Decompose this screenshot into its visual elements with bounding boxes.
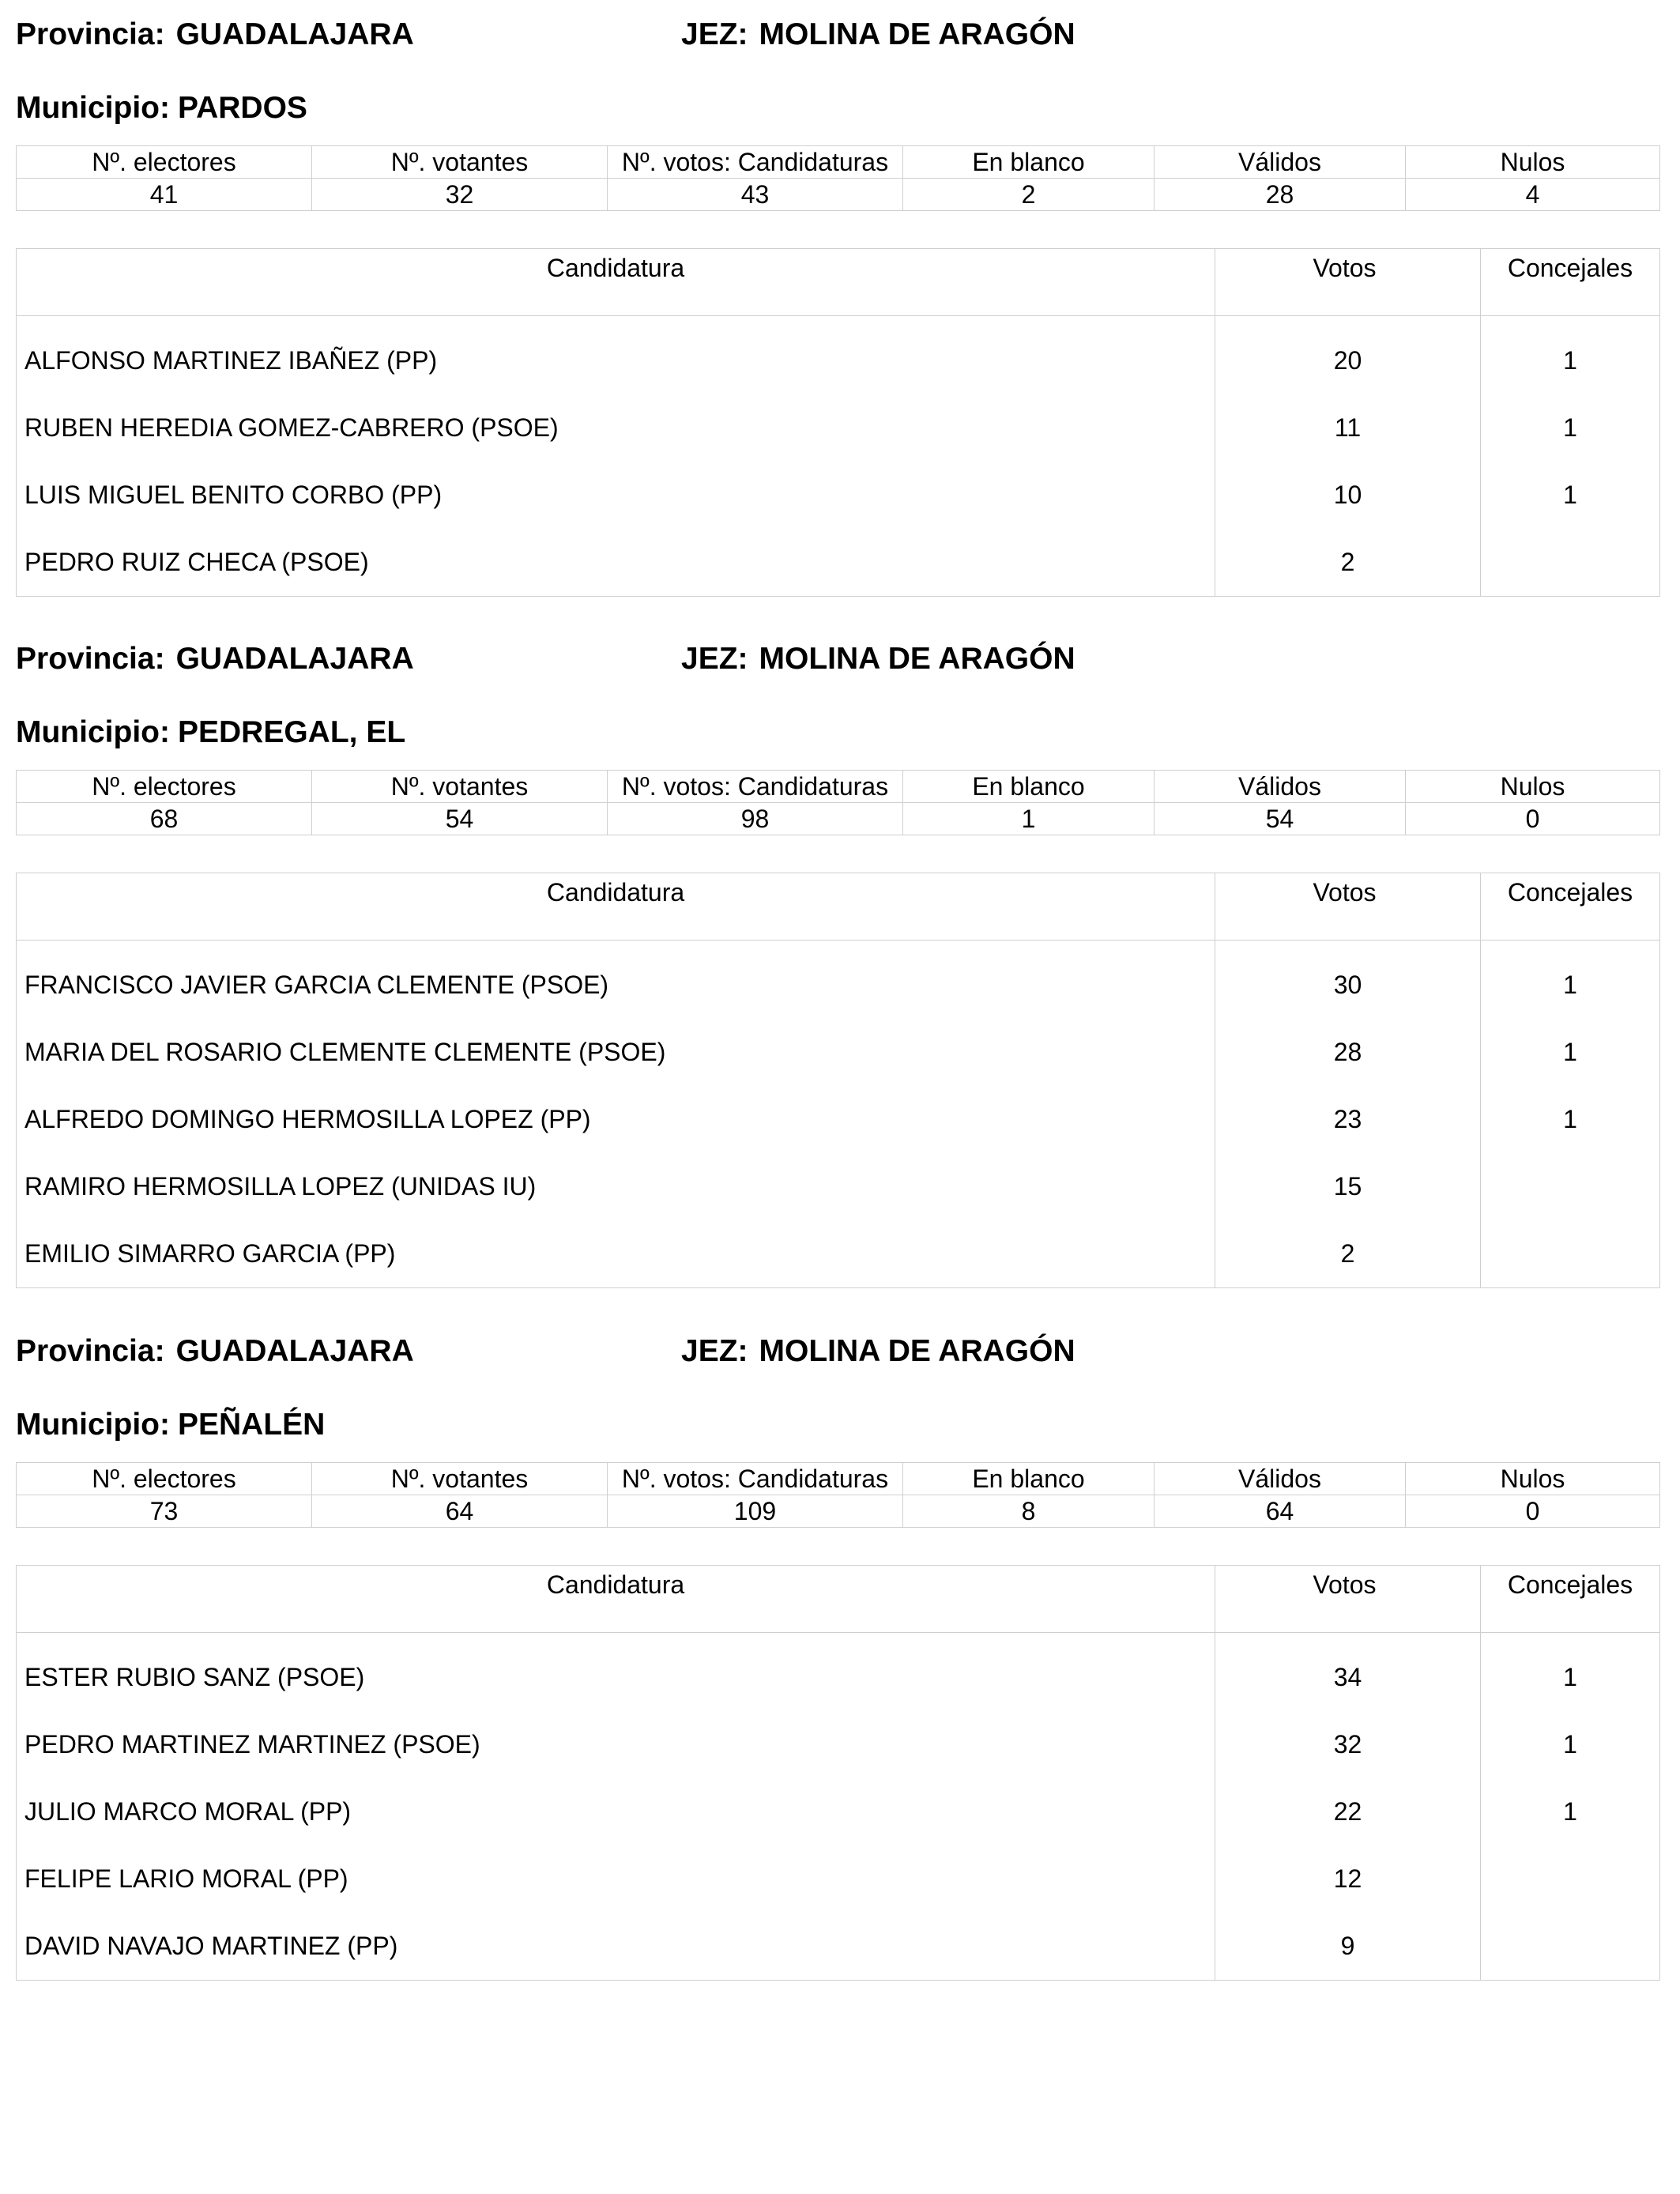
candidate-concejales: [1481, 1153, 1660, 1220]
candidate-row: [17, 394, 1660, 462]
stats-header-votos-candidaturas: Nº. votos: Candidaturas: [608, 146, 903, 179]
provincia-value: GUADALAJARA: [175, 1334, 414, 1368]
candidate-votos: 22: [1215, 1778, 1481, 1845]
stats-header-votos-candidaturas: Nº. votos: Candidaturas: [608, 771, 903, 803]
candidate-row: [17, 327, 1660, 394]
candidate-name: PEDRO RUIZ CHECA (PSOE): [17, 529, 1215, 597]
spacer-cell: [1215, 1633, 1481, 1645]
candidate-concejales: 1: [1481, 1644, 1660, 1711]
provincia-label: Provincia:: [16, 642, 165, 676]
municipio-label: Municipio:: [16, 715, 170, 749]
stats-value-validos: 54: [1155, 803, 1406, 835]
stats-header-votantes: Nº. votantes: [312, 1463, 608, 1495]
header-concejales: Concejales: [1481, 249, 1660, 316]
spacer-cell: [17, 316, 1215, 328]
candidate-row: [17, 1845, 1660, 1913]
stats-value-votos-candidaturas: 43: [608, 179, 903, 211]
stats-value-row: [17, 1495, 1660, 1528]
stats-value-validos: 64: [1155, 1495, 1406, 1528]
stats-value-en-blanco: 1: [903, 803, 1155, 835]
candidate-name: LUIS MIGUEL BENITO CORBO (PP): [17, 462, 1215, 529]
candidate-concejales: 1: [1481, 1711, 1660, 1778]
candidate-name: MARIA DEL ROSARIO CLEMENTE CLEMENTE (PSOE): [17, 1019, 1215, 1086]
candidate-votos: 9: [1215, 1913, 1481, 1981]
stats-table: [16, 770, 1660, 835]
candidate-concejales: 1: [1481, 952, 1660, 1019]
stats-header-row: [17, 771, 1660, 803]
jez-line: [681, 1328, 1075, 1375]
provincia-value: GUADALAJARA: [175, 642, 414, 676]
stats-header-en-blanco: En blanco: [903, 146, 1155, 179]
candidate-votos: 20: [1215, 327, 1481, 394]
header-concejales: Concejales: [1481, 1566, 1660, 1633]
provincia-label: Provincia:: [16, 17, 165, 51]
candidate-votos: 23: [1215, 1086, 1481, 1153]
candidate-concejales: 1: [1481, 1019, 1660, 1086]
spacer-cell: [1481, 316, 1660, 328]
candidate-votos: 2: [1215, 529, 1481, 597]
stats-header-row: [17, 146, 1660, 179]
jez-line: [681, 635, 1075, 683]
stats-header-nulos: Nulos: [1406, 146, 1660, 179]
spacer-cell: [1215, 316, 1481, 328]
candidate-name: PEDRO MARTINEZ MARTINEZ (PSOE): [17, 1711, 1215, 1778]
spacer-cell: [17, 941, 1215, 952]
candidate-votos: 10: [1215, 462, 1481, 529]
stats-value-votantes: 32: [312, 179, 608, 211]
candidate-concejales: [1481, 1913, 1660, 1981]
jez-label: JEZ:: [681, 1334, 748, 1368]
candidate-name: ALFREDO DOMINGO HERMOSILLA LOPEZ (PP): [17, 1086, 1215, 1153]
stats-value-electores: 73: [17, 1495, 312, 1528]
candidate-name: FELIPE LARIO MORAL (PP): [17, 1845, 1215, 1913]
stats-header-votantes: Nº. votantes: [312, 771, 608, 803]
header-candidatura: Candidatura: [17, 873, 1215, 941]
spacer-cell: [17, 1633, 1215, 1645]
candidates-header-row: [17, 873, 1660, 941]
stats-value-nulos: 0: [1406, 1495, 1660, 1528]
candidates-header-row: [17, 1566, 1660, 1633]
candidate-concejales: 1: [1481, 327, 1660, 394]
candidate-concejales: 1: [1481, 394, 1660, 462]
candidate-concejales: 1: [1481, 1778, 1660, 1845]
municipio-line: [16, 85, 307, 132]
stats-header-electores: Nº. electores: [17, 771, 312, 803]
municipio-label: Municipio:: [16, 1408, 170, 1442]
stats-value-votos-candidaturas: 98: [608, 803, 903, 835]
stats-value-en-blanco: 8: [903, 1495, 1155, 1528]
candidate-votos: 32: [1215, 1711, 1481, 1778]
jez-value: MOLINA DE ARAGÓN: [759, 1334, 1075, 1368]
candidate-votos: 28: [1215, 1019, 1481, 1086]
candidate-row: [17, 1913, 1660, 1981]
header-votos: Votos: [1215, 249, 1481, 316]
stats-value-votantes: 54: [312, 803, 608, 835]
header-candidatura: Candidatura: [17, 249, 1215, 316]
stats-value-row: [17, 179, 1660, 211]
spacer-row: [17, 941, 1660, 952]
candidate-votos: 34: [1215, 1644, 1481, 1711]
header-votos: Votos: [1215, 873, 1481, 941]
candidate-row: [17, 1711, 1660, 1778]
municipio-line: [16, 709, 405, 756]
stats-value-votos-candidaturas: 109: [608, 1495, 903, 1528]
candidate-row: [17, 952, 1660, 1019]
stats-value-validos: 28: [1155, 179, 1406, 211]
stats-header-nulos: Nulos: [1406, 1463, 1660, 1495]
candidate-row: [17, 1086, 1660, 1153]
spacer-row: [17, 1633, 1660, 1645]
stats-header-en-blanco: En blanco: [903, 771, 1155, 803]
jez-label: JEZ:: [681, 642, 748, 676]
stats-value-row: [17, 803, 1660, 835]
municipio-line: [16, 1401, 325, 1449]
candidates-table: [16, 248, 1660, 597]
candidates-table: [16, 1565, 1660, 1981]
provincia-value: GUADALAJARA: [175, 17, 414, 51]
candidate-concejales: [1481, 1845, 1660, 1913]
provincia-line: [16, 635, 414, 683]
candidates-table: [16, 873, 1660, 1288]
candidate-votos: 30: [1215, 952, 1481, 1019]
provincia-line: [16, 11, 414, 58]
candidate-concejales: 1: [1481, 1086, 1660, 1153]
candidate-row: [17, 1019, 1660, 1086]
header-candidatura: Candidatura: [17, 1566, 1215, 1633]
spacer-cell: [1481, 941, 1660, 952]
candidate-votos: 2: [1215, 1220, 1481, 1288]
stats-value-votantes: 64: [312, 1495, 608, 1528]
stats-value-nulos: 0: [1406, 803, 1660, 835]
candidate-name: FRANCISCO JAVIER GARCIA CLEMENTE (PSOE): [17, 952, 1215, 1019]
candidate-row: [17, 1220, 1660, 1288]
stats-value-en-blanco: 2: [903, 179, 1155, 211]
candidate-row: [17, 462, 1660, 529]
stats-header-en-blanco: En blanco: [903, 1463, 1155, 1495]
candidate-concejales: 1: [1481, 462, 1660, 529]
stats-value-electores: 41: [17, 179, 312, 211]
candidate-name: RUBEN HEREDIA GOMEZ-CABRERO (PSOE): [17, 394, 1215, 462]
candidate-name: RAMIRO HERMOSILLA LOPEZ (UNIDAS IU): [17, 1153, 1215, 1220]
stats-value-nulos: 4: [1406, 179, 1660, 211]
stats-header-votantes: Nº. votantes: [312, 146, 608, 179]
stats-header-nulos: Nulos: [1406, 771, 1660, 803]
municipio-value: PEDREGAL, EL: [177, 715, 406, 749]
header-concejales: Concejales: [1481, 873, 1660, 941]
candidate-votos: 11: [1215, 394, 1481, 462]
candidate-name: ALFONSO MARTINEZ IBAÑEZ (PP): [17, 327, 1215, 394]
candidate-concejales: [1481, 1220, 1660, 1288]
stats-value-electores: 68: [17, 803, 312, 835]
candidate-row: [17, 1153, 1660, 1220]
municipio-label: Municipio:: [16, 91, 170, 125]
jez-value: MOLINA DE ARAGÓN: [759, 17, 1075, 51]
stats-header-row: [17, 1463, 1660, 1495]
jez-value: MOLINA DE ARAGÓN: [759, 642, 1075, 676]
candidate-concejales: [1481, 529, 1660, 597]
jez-line: [681, 11, 1075, 58]
candidates-header-row: [17, 249, 1660, 316]
candidate-name: EMILIO SIMARRO GARCIA (PP): [17, 1220, 1215, 1288]
provincia-label: Provincia:: [16, 1334, 165, 1368]
stats-header-electores: Nº. electores: [17, 146, 312, 179]
spacer-cell: [1481, 1633, 1660, 1645]
provincia-line: [16, 1328, 414, 1375]
municipio-value: PARDOS: [177, 91, 307, 125]
stats-table: [16, 1462, 1660, 1528]
stats-header-electores: Nº. electores: [17, 1463, 312, 1495]
spacer-cell: [1215, 941, 1481, 952]
stats-table: [16, 145, 1660, 211]
stats-header-votos-candidaturas: Nº. votos: Candidaturas: [608, 1463, 903, 1495]
candidate-row: [17, 1778, 1660, 1845]
municipio-value: PEÑALÉN: [177, 1408, 326, 1442]
header-votos: Votos: [1215, 1566, 1481, 1633]
candidate-votos: 12: [1215, 1845, 1481, 1913]
candidate-name: DAVID NAVAJO MARTINEZ (PP): [17, 1913, 1215, 1981]
candidate-name: ESTER RUBIO SANZ (PSOE): [17, 1644, 1215, 1711]
jez-label: JEZ:: [681, 17, 748, 51]
candidate-name: JULIO MARCO MORAL (PP): [17, 1778, 1215, 1845]
stats-header-validos: Válidos: [1155, 146, 1406, 179]
candidate-votos: 15: [1215, 1153, 1481, 1220]
candidate-row: [17, 1644, 1660, 1711]
stats-header-validos: Válidos: [1155, 1463, 1406, 1495]
stats-header-validos: Válidos: [1155, 771, 1406, 803]
spacer-row: [17, 316, 1660, 328]
candidate-row: [17, 529, 1660, 597]
